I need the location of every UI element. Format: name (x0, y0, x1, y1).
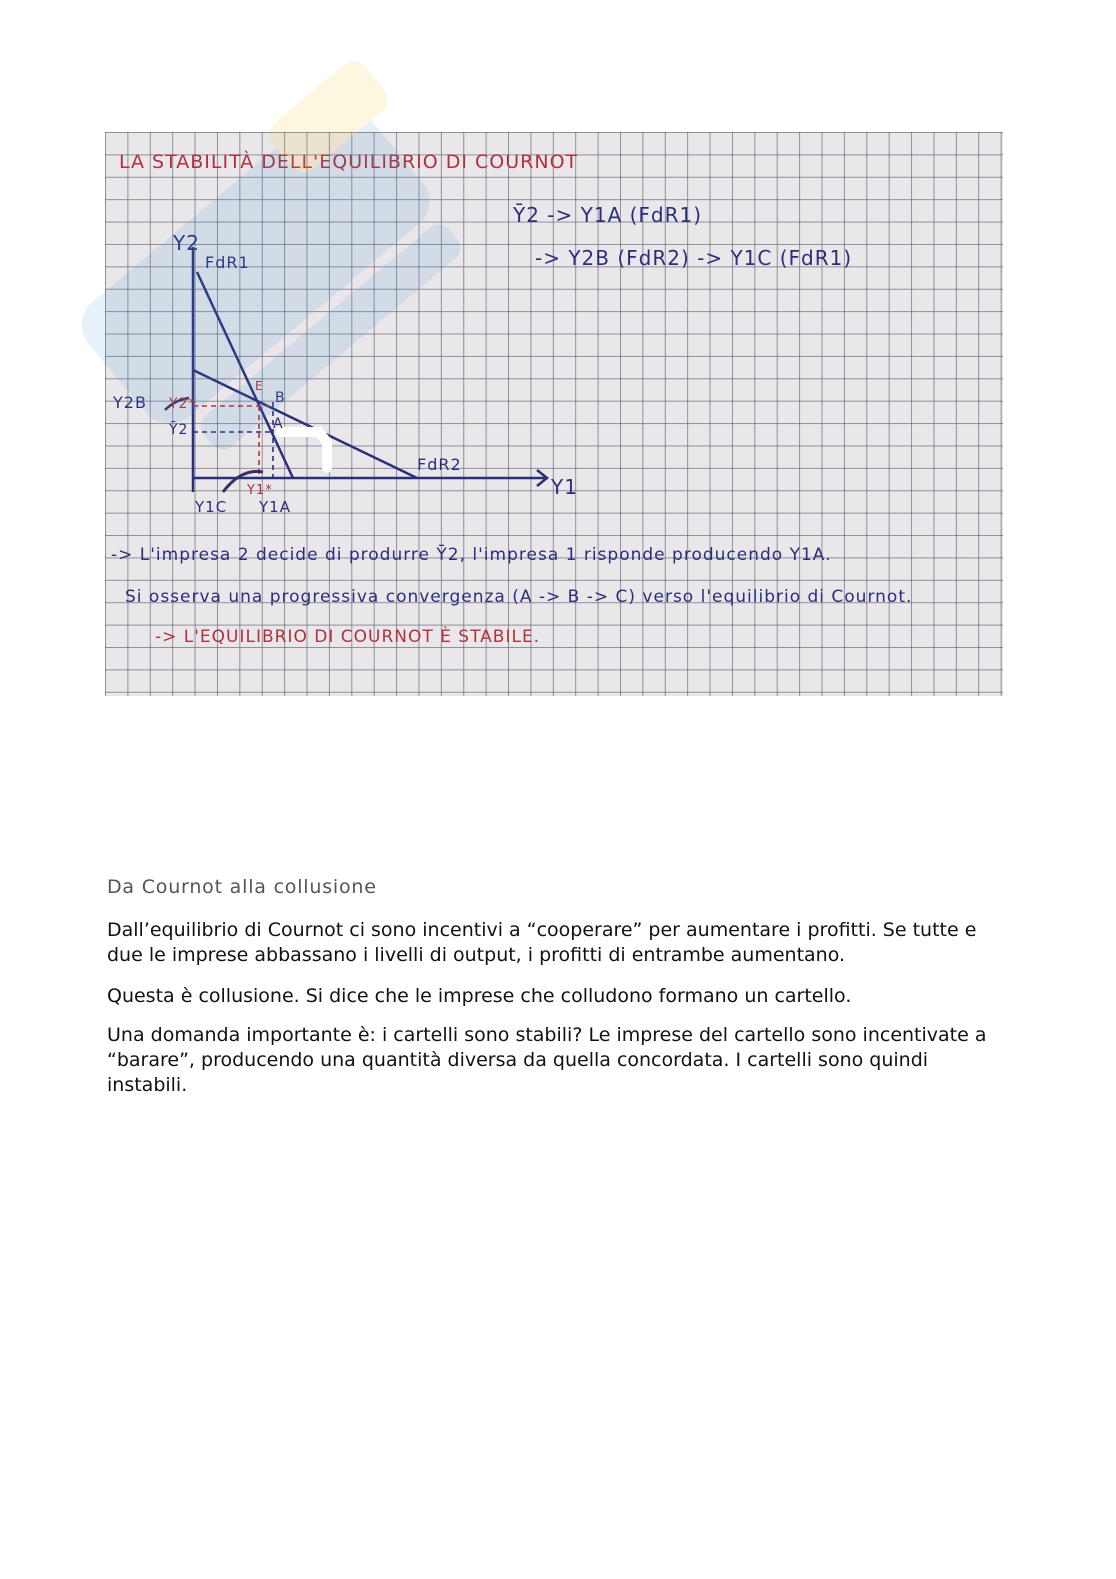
paragraph-1: Dall’equilibrio di Cournot ci sono incentivi a “cooperare” per aumentare i profitti. Se tutte e due le imprese abbassano i livelli di output, i profitti di entrambe aumentano. (107, 919, 977, 966)
equation-line-1: Ȳ2 -> Y1A (FdR1) (513, 203, 703, 227)
label-e: E (255, 379, 264, 393)
label-y2bar: Ȳ2 (169, 422, 189, 438)
correction-mark (281, 432, 327, 468)
label-y2star: Y2* (169, 396, 197, 412)
cournot-handwritten-figure (105, 132, 1003, 696)
paragraph-3: Una domanda importante è: i cartelli sono stabili? Le imprese del cartello sono incentivate a “barare”, producendo una quantità diversa da quella concordata. I cartelli sono quindi instabili. (107, 1024, 987, 1096)
label-y1c: Y1C (195, 498, 228, 516)
section-title: Da Cournot alla collusione (107, 876, 377, 898)
axis-y1-label: Y1 (551, 475, 578, 499)
paragraph-2: Questa è collusione. Si dice che le imprese che colludono formano un cartello. (107, 985, 852, 1007)
note-line-2: Si osserva una progressiva convergenza (A -> B -> C) verso l'equilibrio di Cournot. (125, 587, 913, 607)
note-line-1: -> L'impresa 2 decide di produrre Ȳ2, l'impresa 1 risponde producendo Y1A. (111, 545, 832, 565)
axis-y2-label: Y2 (173, 231, 200, 255)
photo-title: LA STABILITÀ DELL'EQUILIBRIO DI COURNOT (119, 151, 579, 173)
label-y1star: Y1* (247, 483, 273, 498)
equation-line-2: -> Y2B (FdR2) -> Y1C (FdR1) (535, 246, 853, 270)
fdr1-label: FdR1 (205, 253, 250, 272)
label-y2b: Y2B (113, 393, 147, 412)
label-a: A (273, 416, 284, 432)
note-line-3: -> L'EQUILIBRIO DI COURNOT È STABILE. (155, 627, 541, 647)
fdr2-label: FdR2 (417, 455, 462, 474)
notebook-photo (105, 132, 1003, 696)
label-b: B (275, 390, 286, 406)
label-y1a: Y1A (259, 498, 291, 516)
fdr1-line (197, 272, 293, 478)
fdr2-line (193, 370, 417, 478)
